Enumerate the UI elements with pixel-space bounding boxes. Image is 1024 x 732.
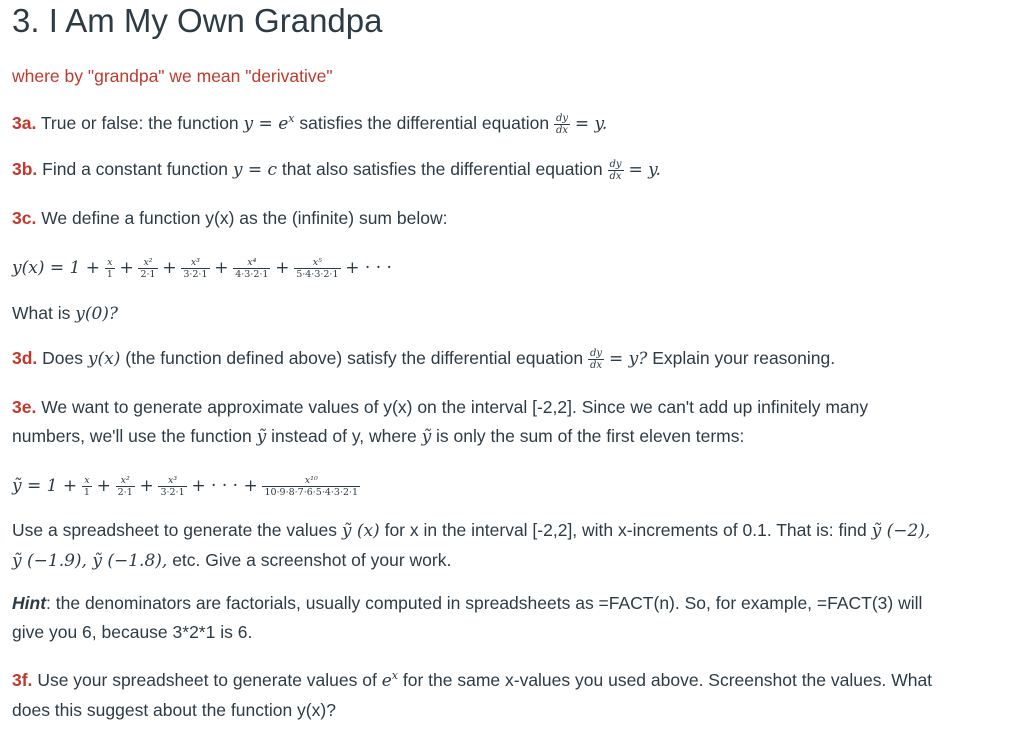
text-3d: Does (42, 348, 84, 368)
math-e: e (381, 670, 392, 691)
plus-sign: + (139, 476, 154, 496)
term-den: 1 (106, 269, 113, 281)
math-ytilde: ỹ (256, 427, 267, 447)
series-term (294, 257, 340, 280)
hint-text-2: give you 6, because 3*2*1 is 6. (12, 622, 253, 642)
hint (12, 589, 1012, 647)
series-term (82, 475, 92, 498)
plus-sign: + (275, 258, 290, 278)
math-3a-rhs: = y. (574, 113, 608, 134)
text-3e-1: We want to generate approximate values of y(x) on the interval [-2,2]. Since we can't add up infinitely many (41, 397, 869, 417)
text-3b-2: that also satisfies the differential equation (281, 159, 603, 179)
term-num: x¹⁰ (262, 475, 360, 487)
frac-den: dx (609, 170, 622, 182)
math-ytilde-x: ỹ (x) (341, 521, 380, 541)
text-3f-1: Use your spreadsheet to generate values of (37, 669, 377, 690)
text-3c: We define a function y(x) as the (infinite) sum below: (41, 208, 448, 228)
frac-den: dx (555, 124, 568, 136)
text-3e-use3: etc. Give a screenshot of your work. (172, 550, 452, 570)
math-3a-eq: y = e (243, 113, 289, 134)
text-3e-2a: numbers, we'll use the function (12, 426, 252, 446)
term-num: x (105, 257, 115, 269)
math-ytilde-neg2: ỹ (−2), (871, 521, 931, 541)
text-3e-use1: Use a spreadsheet to generate the values (12, 520, 337, 540)
series-term (233, 257, 270, 280)
text-3a-2: satisfies the differential equation (299, 112, 550, 133)
fraction-dy-dx (554, 113, 570, 136)
term-den: 2·1 (117, 487, 133, 499)
term-den: 4·3·2·1 (235, 269, 269, 281)
question-3e (12, 393, 1012, 452)
text-3b: Find a constant function (42, 159, 228, 179)
series-term (116, 475, 135, 498)
plus-sign: + (162, 258, 177, 278)
series-lhs: ỹ = 1 + (12, 476, 78, 496)
label-3c: 3c. (12, 208, 37, 228)
text-3a: True or false: the function (40, 112, 239, 133)
term-den: 5·4·3·2·1 (296, 269, 339, 281)
hint-text-1: : the denominators are factorials, usually computed in spreadsheets as =FACT(n). So, for example, =FACT(3) will (46, 593, 923, 613)
series-y (12, 248, 1012, 288)
series-term (262, 475, 360, 498)
series-term (138, 257, 157, 280)
subtitle: where by "grandpa" we mean "derivative" (12, 66, 333, 86)
math-ytilde: ỹ (421, 427, 432, 447)
plus-sign: + (119, 258, 134, 278)
math-y0: y(0)? (75, 304, 119, 324)
question-3f (12, 661, 1012, 725)
series-term (158, 475, 186, 498)
question-3c (12, 204, 1012, 233)
frac-num: dy (609, 158, 622, 170)
series-lhs: y(x) = 1 + (12, 258, 100, 278)
label-3a: 3a. (12, 112, 37, 133)
term-num: x² (138, 257, 157, 269)
series-term (181, 257, 209, 280)
series-ytilde (12, 466, 1012, 506)
term-num: x⁵ (294, 257, 340, 269)
text-3f-2: for the same x-values you used above. Screenshot the values. What (402, 669, 933, 690)
question-3c-followup (12, 299, 1012, 329)
series-term (105, 257, 115, 280)
term-num: x³ (158, 475, 186, 487)
term-num: x⁴ (233, 257, 270, 269)
frac-den: dx (590, 359, 603, 371)
frac-num: dy (555, 112, 568, 124)
question-3d (12, 344, 1012, 374)
text-3e-2c: is only the sum of the first eleven terms: (436, 426, 745, 446)
fraction-dy-dx (608, 159, 624, 182)
plus-sign: + (214, 258, 229, 278)
term-num: x (82, 475, 92, 487)
label-3e: 3e. (12, 397, 37, 417)
text-3d-3: Explain your reasoning. (652, 348, 836, 368)
frac-num: dy (590, 347, 603, 359)
term-den: 3·2·1 (160, 487, 185, 499)
term-den: 1 (83, 487, 90, 499)
page-title: 3. I Am My Own Grandpa (12, 2, 383, 39)
fraction-dy-dx (588, 348, 604, 371)
text-3e-2b: instead of y, where (271, 426, 417, 446)
term-den: 2·1 (140, 269, 156, 281)
term-den: 3·2·1 (183, 269, 208, 281)
plus-sign: + (96, 476, 111, 496)
math-3b-eq: y = c (232, 160, 278, 180)
term-num: x³ (181, 257, 209, 269)
math-ytilde-values: ỹ (−1.9), ỹ (−1.8), (12, 551, 168, 571)
math-3d-rhs: = y? (608, 349, 648, 369)
hint-label: Hint (12, 593, 47, 613)
series-tail: + · · · (345, 258, 392, 278)
question-3a (12, 104, 1012, 139)
text-3c-question: What is (12, 303, 71, 323)
label-3b: 3b. (12, 159, 38, 179)
math-3b-rhs: = y. (628, 160, 661, 180)
question-3e-instructions (12, 516, 1012, 576)
math-3a-exp: x (288, 112, 295, 125)
label-3f: 3f. (12, 669, 33, 690)
math-e-exp: x (391, 669, 398, 682)
term-den: 10·9·8·7·6·5·4·3·2·1 (264, 487, 359, 499)
term-num: x² (116, 475, 135, 487)
label-3d: 3d. (12, 348, 38, 368)
series-mid: + · · · + (191, 476, 258, 496)
text-3d-2: (the function defined above) satisfy the differential equation (125, 348, 584, 368)
text-3f-3: does this suggest about the function y(x)? (12, 699, 336, 720)
math-yx: y(x) (87, 349, 121, 369)
question-3b (12, 155, 1012, 185)
text-3e-use2: for x in the interval [-2,2], with x-increments of 0.1. That is: find (384, 520, 867, 540)
